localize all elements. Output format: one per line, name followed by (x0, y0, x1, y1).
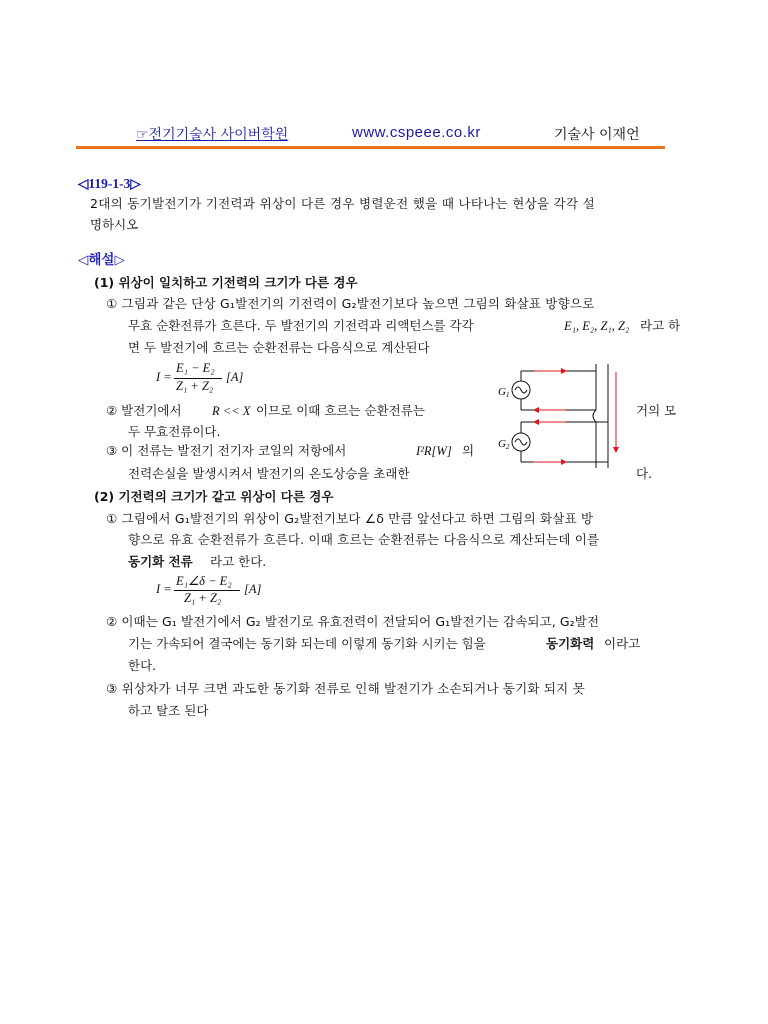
formula-1-unit: [A] (226, 370, 244, 384)
academy-link[interactable]: ☞전기기술사 사이버학원 (136, 127, 289, 143)
case1-item3-a: ③ 이 전류는 발전기 전기자 코일의 저항에서 (106, 443, 347, 458)
case1-item3-end: 다. (636, 466, 653, 481)
case2-item3-line1: ③ 위상차가 너무 크면 과도한 동기화 전류로 인해 발전기가 소손되거나 동기화 되지 못 (106, 681, 585, 696)
case2-item1-line3b: 라고 한다. (210, 554, 267, 569)
case1-item2-c: 거의 모 (636, 403, 677, 418)
site-url-link[interactable]: www.cspeee.co.kr (352, 124, 481, 141)
case2-item1-line1: ① 그림에서 G₁발전기의 위상이 G₂발전기보다 ∠δ 만큼 앞선다고 하면 그림의 화살표 방 (106, 511, 594, 526)
formula-1-lhs: I = (156, 370, 172, 384)
sync-current-term: 동기화 전류 (128, 554, 193, 569)
case1-title: (1) 위상이 일치하고 기전력의 크기가 다른 경우 (94, 275, 358, 290)
page-header (0, 124, 768, 148)
generator-g1-symbol (512, 381, 530, 399)
parallel-generators-diagram (494, 362, 634, 470)
case1-item1-line2c: 라고 하 (640, 318, 681, 333)
case1-item2-math: R << X (212, 404, 251, 418)
formula-2-numerator: E₁∠δ − E₂ (176, 574, 232, 588)
case1-item3-line2: 전력손실을 발생시켜서 발전기의 온도상승을 초래한 (128, 466, 410, 481)
question-text-line2: 명하시오 (90, 217, 139, 232)
formula-1 (156, 362, 276, 396)
formula-2-unit: [A] (244, 582, 262, 596)
case1-item2-b: 이므로 이때 흐르는 순환전류는 (256, 403, 425, 418)
case2-title: (2) 기전력의 크기가 같고 위상이 다른 경우 (94, 489, 334, 504)
formula-1-denominator: Z₁ + Z₂ (176, 379, 214, 393)
author-name: 기술사 이재언 (554, 127, 640, 143)
question-number: ◁119-1-3▷ (78, 176, 141, 191)
case2-item2-line2c: 이라고 (604, 636, 641, 651)
case2-item2-line1: ② 이때는 G₁ 발전기에서 G₂ 발전기로 유효전력이 전달되어 G₁발전기는 감속되고, G₂발전 (106, 614, 600, 629)
formula-1-numerator: E₁ − E₂ (176, 361, 215, 375)
case1-item1-line3: 면 두 발전기에 흐르는 순환전류는 다음식으로 계산된다 (128, 340, 430, 355)
case1-item1-line1: ① 그림과 같은 단상 G₁발전기의 기전력이 G₂발전기보다 높으면 그림의 화살표 방향으로 (106, 296, 595, 311)
case2-item2-line2a: 기는 가속되어 결국에는 동기화 되는데 이렇게 동기화 시키는 힘을 (128, 636, 486, 651)
case1-item2-line2: 두 무효전류이다. (128, 424, 221, 439)
case1-item1-line2a: 무효 순환전류가 흐른다. 두 발전기의 기전력과 리액턴스를 각각 (128, 318, 474, 333)
case2-item3-line2: 하고 탈조 된다 (128, 703, 209, 718)
sync-power-term: 동기화력 (546, 636, 595, 651)
case1-item3-math: I²R[W] (416, 444, 452, 458)
g1-label: G1 (498, 386, 510, 399)
generator-g2-symbol (512, 433, 530, 451)
formula-2 (156, 574, 286, 608)
formula-2-denominator: Z₁ + Z₂ (184, 591, 222, 605)
header-divider (76, 146, 665, 149)
case2-item1-line2: 향으로 유효 순환전류가 흐른다. 이때 흐르는 순환전류는 다음식으로 계산되는데 이를 (128, 532, 600, 547)
case1-symbols: E₁, E₂, Z₁, Z₂ (564, 319, 630, 333)
g2-label: G2 (498, 438, 510, 451)
question-text-line1: 2대의 동기발전기가 기전력과 위상이 다른 경우 병렬운전 했을 때 나타나는 현상을 각각 설 (90, 196, 596, 211)
answer-heading: ◁해설▷ (78, 252, 125, 268)
case1-item2-a: ② 발전기에서 (106, 403, 182, 418)
formula-2-lhs: I = (156, 582, 172, 596)
case2-item2-line3: 한다. (128, 658, 157, 673)
case1-item3-b: 의 (462, 443, 475, 458)
